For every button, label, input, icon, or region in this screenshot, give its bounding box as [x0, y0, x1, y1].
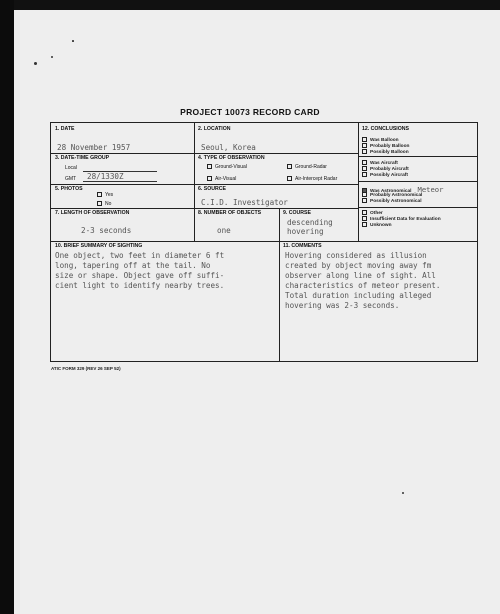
observation-option-air-intercept-radar[interactable]: Air-Intercept Radar: [287, 176, 337, 182]
photos-yes[interactable]: Yes: [97, 192, 113, 198]
observation-option-air-visual[interactable]: Air-Visual: [207, 176, 236, 182]
summary-label: 10. BRIEF SUMMARY OF SIGHTING: [55, 243, 143, 249]
scan-dark-edge: [0, 0, 14, 614]
checkbox[interactable]: [97, 192, 102, 197]
length-label: 7. LENGTH OF OBSERVATION: [55, 210, 130, 216]
conclusions-label: 12. CONCLUSIONS: [362, 126, 409, 132]
local-label: Local: [65, 165, 77, 171]
comments-line: Total duration including alleged: [285, 291, 432, 300]
objects-value: one: [217, 226, 231, 235]
gmt-value: 28/1330Z: [87, 172, 124, 181]
course-value-line1: descending: [287, 218, 333, 227]
comments-label: 11. COMMENTS: [283, 243, 322, 249]
comments-line: characteristics of meteor present.: [285, 281, 441, 290]
checkbox[interactable]: [362, 143, 367, 148]
checkbox[interactable]: [362, 222, 367, 227]
conclusion-was-balloon[interactable]: Was Balloon: [362, 137, 399, 143]
conclusion-other[interactable]: Other: [362, 210, 383, 216]
date-label: 1. DATE: [55, 126, 75, 132]
checkbox[interactable]: [287, 164, 292, 169]
date-value: 28 November 1957: [57, 143, 131, 152]
conclusion-possibly-balloon[interactable]: Possibly Balloon: [362, 149, 409, 155]
conclusion-probably-astronomical[interactable]: Probably Astronomical: [362, 192, 422, 198]
conclusion-probably-aircraft[interactable]: Probably Aircraft: [362, 166, 409, 172]
photos-label: 5. PHOTOS: [55, 186, 83, 192]
course-label: 9. COURSE: [283, 210, 311, 216]
checkbox[interactable]: [362, 216, 367, 221]
checkbox[interactable]: [362, 198, 367, 203]
card-title: PROJECT 10073 RECORD CARD: [180, 107, 320, 117]
checkbox[interactable]: [207, 164, 212, 169]
speck: [72, 40, 74, 42]
checkbox[interactable]: [362, 172, 367, 177]
checkbox[interactable]: [362, 166, 367, 171]
form-number: ATIC FORM 329 (REV 26 SEP 52): [51, 366, 121, 371]
conclusion-was-astronomical[interactable]: Was Astronomical Meteor: [362, 186, 443, 194]
dtg-label: 3. DATE-TIME GROUP: [55, 155, 110, 161]
location-label: 2. LOCATION: [198, 126, 231, 132]
checkbox[interactable]: [362, 210, 367, 215]
comments-line: Hovering considered as illusion: [285, 251, 427, 260]
conclusion-insufficient-data[interactable]: Insufficient Data for Evaluation: [362, 216, 441, 222]
conclusion-unknown[interactable]: Unknown: [362, 222, 392, 228]
summary-line: One object, two feet in diameter 6 ft: [55, 251, 225, 260]
summary-line: size or shape. Object gave off suffi-: [55, 271, 225, 280]
conclusion-possibly-aircraft[interactable]: Possibly Aircraft: [362, 172, 408, 178]
source-value: C.I.D. Investigator: [201, 198, 288, 207]
summary-line: cient light to identify nearby trees.: [55, 281, 225, 290]
comments-line: created by object moving away fm: [285, 261, 432, 270]
source-label: 6. SOURCE: [198, 186, 226, 192]
conclusion-note: Meteor: [417, 185, 444, 194]
observation-type-label: 4. TYPE OF OBSERVATION: [198, 155, 265, 161]
course-value-line2: hovering: [287, 227, 324, 236]
speck: [402, 492, 404, 494]
speck: [51, 56, 53, 58]
photos-no[interactable]: No: [97, 201, 111, 207]
summary-line: long, tapering off at the tail. No: [55, 261, 211, 270]
checkbox[interactable]: [362, 160, 367, 165]
checkbox[interactable]: [362, 137, 367, 142]
checkbox[interactable]: [362, 149, 367, 154]
observation-option-ground-radar[interactable]: Ground-Radar: [287, 164, 327, 170]
checkbox[interactable]: [362, 192, 367, 197]
gmt-label: GMT: [65, 176, 77, 182]
conclusion-possibly-astronomical[interactable]: Possibly Astronomical: [362, 198, 422, 204]
checkbox[interactable]: [287, 176, 292, 181]
comments-line: hovering was 2-3 seconds.: [285, 301, 400, 310]
observation-option-ground-visual[interactable]: Ground-Visual: [207, 164, 247, 170]
checkbox[interactable]: [97, 201, 102, 206]
conclusion-probably-balloon[interactable]: Probably Balloon: [362, 143, 409, 149]
speck: [34, 62, 37, 65]
length-value: 2-3 seconds: [81, 226, 132, 235]
location-value: Seoul, Korea: [201, 143, 256, 152]
record-card: [50, 122, 478, 362]
checkbox[interactable]: [207, 176, 212, 181]
conclusion-was-aircraft[interactable]: Was Aircraft: [362, 160, 398, 166]
comments-line: observer along line of sight. All: [285, 271, 436, 280]
objects-label: 8. NUMBER OF OBJECTS: [198, 210, 262, 216]
